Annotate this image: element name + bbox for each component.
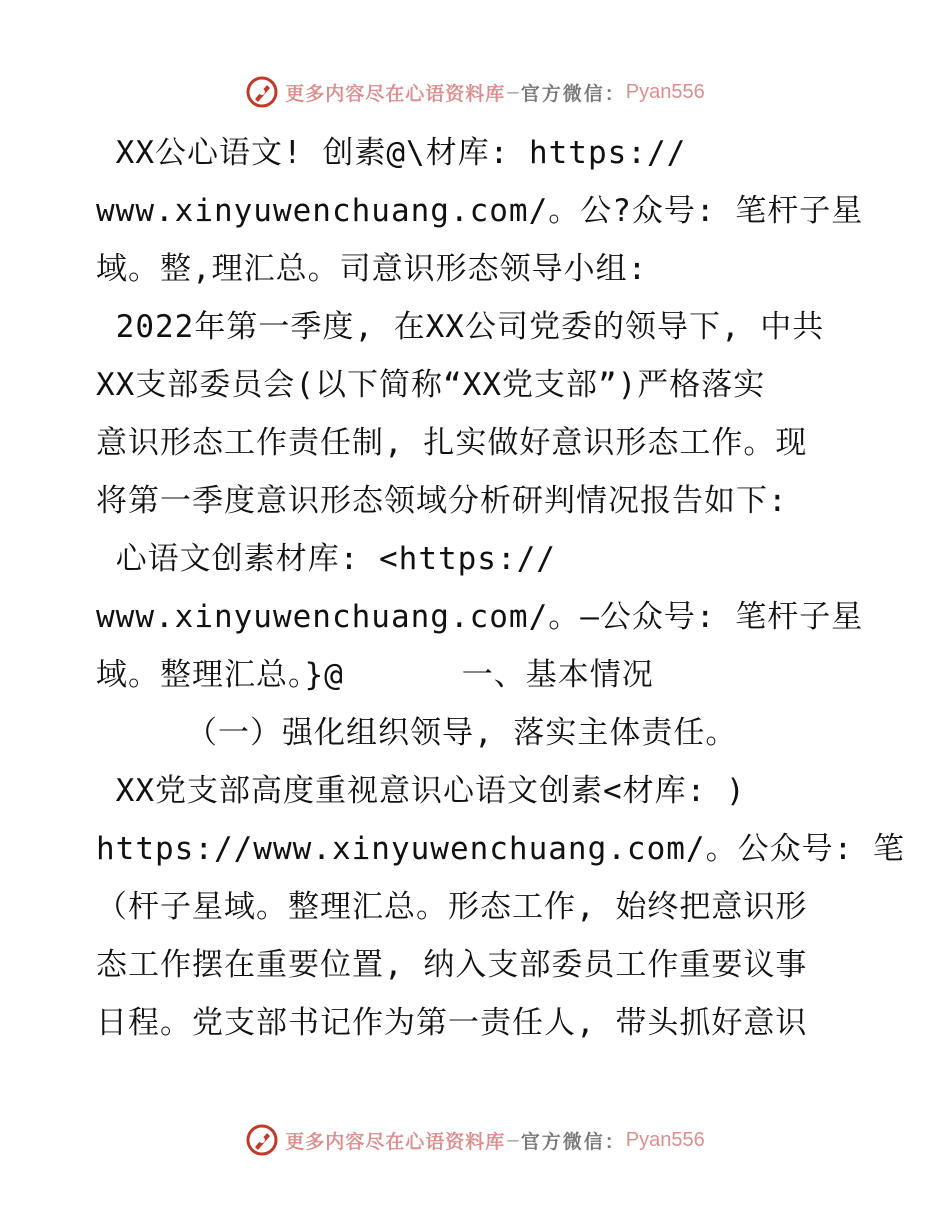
body-line: 域。整理汇总。}@ 一、基本情况 [96,657,654,693]
pen-in-circle-logo [245,75,279,109]
body-line: https://www.xinyuwenchuang.com/。公众号: 笔 [96,831,905,867]
body-line: 将第一季度意识形态领域分析研判情况报告如下: [96,483,788,519]
body-line: XX公心语文! 创素@\材库: https:// [96,135,687,171]
banner-wechat-id: Pyan556 [625,80,705,103]
document-body [96,124,905,1052]
banner-sub-text: 官方微信： [520,1130,626,1153]
section-heading: （一）强化组织领导, 落实主体责任。 [186,715,738,751]
body-line: www.xinyuwenchuang.com/。公?众号: 笔杆子星 [96,193,864,229]
banner-main-text: 更多内容尽在心语资料库 [285,1130,506,1153]
banner-main-text: 更多内容尽在心语资料库 [285,82,506,105]
body-line: 心语文创素材库: <https:// [96,541,556,577]
footer-banner [0,1120,950,1160]
banner-wechat-id: Pyan556 [625,1128,705,1151]
body-line: 域。整,理汇总。司意识形态领导小组: [96,251,648,287]
banner-dash: — [507,81,519,103]
pen-in-circle-logo [245,1123,279,1157]
body-line: XX支部委员会(以下简称“XX党支部”)严格落实 [96,367,766,403]
body-line: www.xinyuwenchuang.com/。—公众号: 笔杆子星 [96,599,864,635]
header-banner [0,72,950,112]
body-line: 日程。党支部书记作为第一责任人, 带头抓好意识 [96,1005,808,1041]
banner-sub-text: 官方微信： [520,82,626,105]
body-line: （杆子星域。整理汇总。形态工作, 始终把意识形 [96,889,808,925]
body-line: 2022年第一季度, 在XX公司党委的领导下, 中共 [96,309,825,345]
body-line: 意识形态工作责任制, 扎实做好意识形态工作。现 [96,425,808,461]
body-line: XX党支部高度重视意识心语文创素<材库: ) [96,773,746,809]
banner-dash: — [507,1129,519,1151]
body-line: 态工作摆在重要位置, 纳入支部委员工作重要议事 [96,947,808,983]
